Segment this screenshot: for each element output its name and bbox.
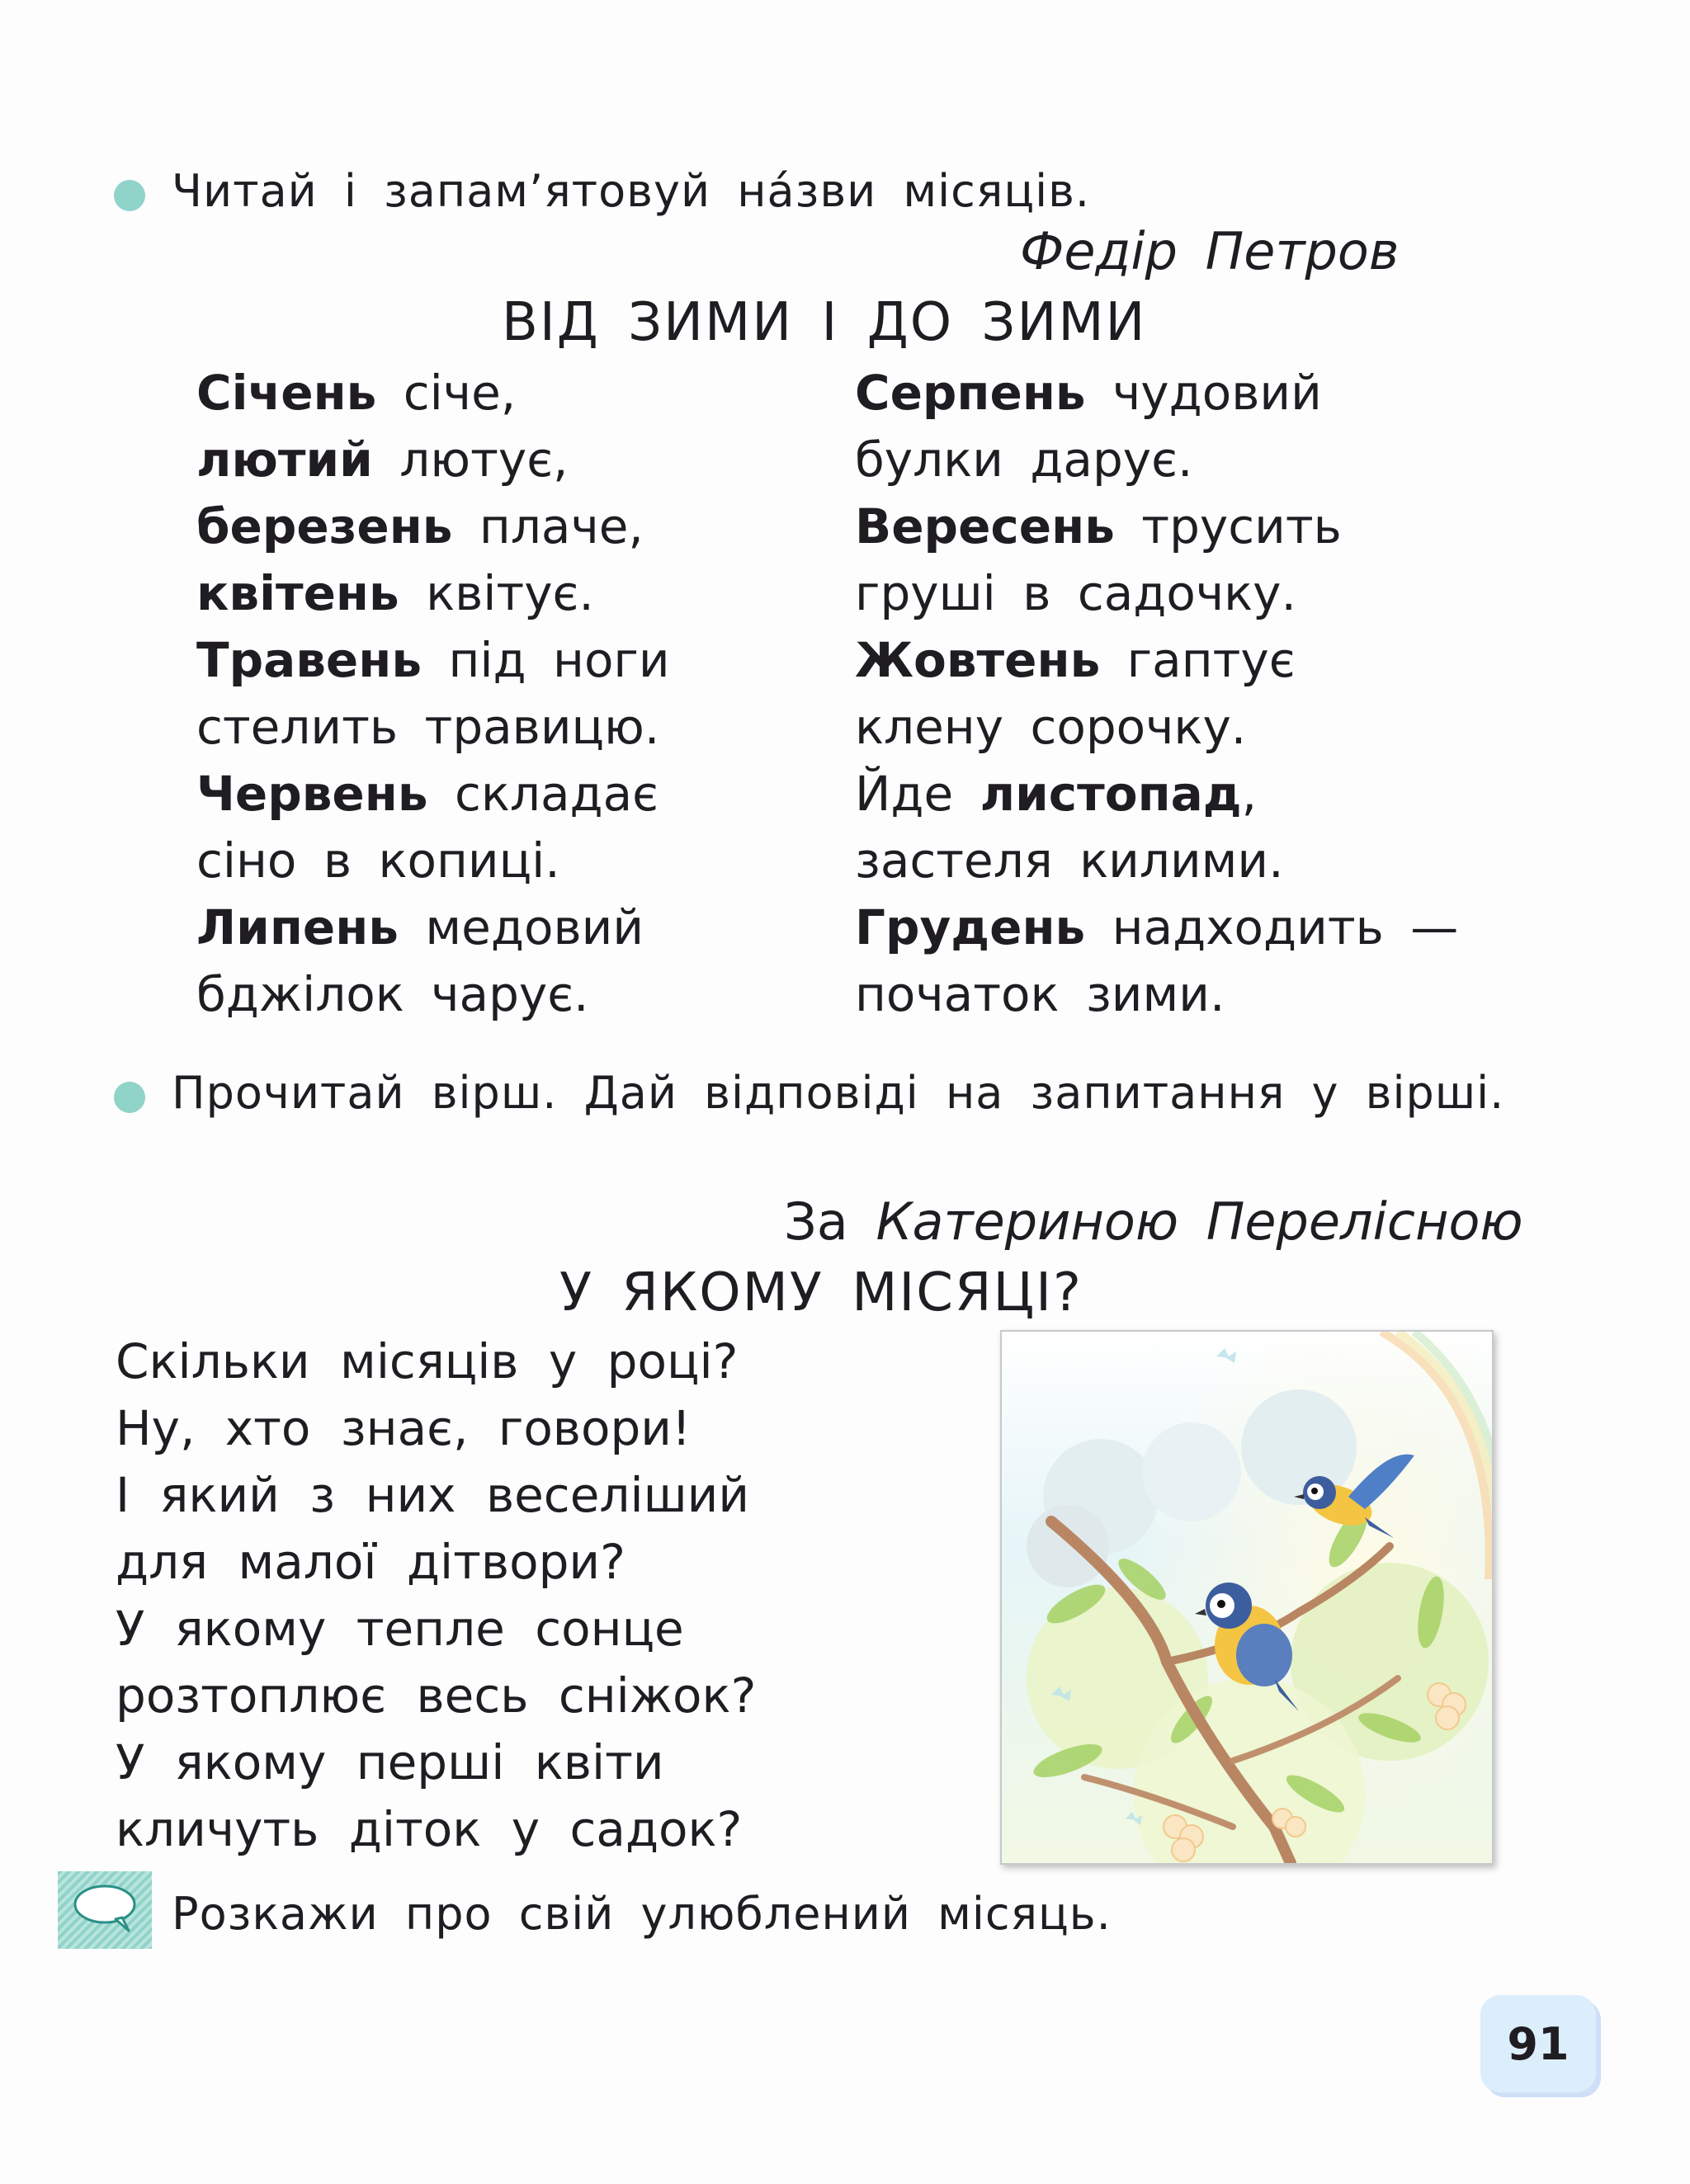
poem-line: Вересень трусить <box>855 498 1342 554</box>
poem-line: Травень під ноги <box>196 632 670 688</box>
poem-2-author: Катериною Перелісною <box>876 1191 1523 1252</box>
poem-line: кличуть діток у садок? <box>116 1801 743 1857</box>
poem-2-text <box>116 1328 756 1863</box>
poem-line: Ну, хто знає, говори! <box>116 1400 692 1456</box>
task-bullet-icon <box>114 180 145 211</box>
poem-line: розтоплює весь сніжок? <box>116 1667 757 1724</box>
poem-line: клену сорочку. <box>855 699 1247 755</box>
poem-2-title: У ЯКОМУ МІСЯЦІ? <box>559 1262 1083 1323</box>
poem-1-author: Федір Петров <box>1020 221 1400 281</box>
poem-line: березень плаче, <box>196 498 644 554</box>
task-1-instruction: Читай і запам’ятовуй на́зви місяців. <box>172 165 1091 217</box>
poem-line: сіно в копиці. <box>196 833 560 889</box>
poem-line: булки дарує. <box>855 432 1193 488</box>
poem-line: Жовтень гаптує <box>855 632 1296 688</box>
poem-line: стелить травицю. <box>196 699 660 755</box>
poem-line: Грудень надходить — <box>855 899 1459 955</box>
illustration-birds-on-branch <box>1000 1330 1494 1865</box>
page-number: 91 <box>1507 2017 1570 2070</box>
page-number-badge <box>1480 1995 1596 2092</box>
poem-line: Серпень чудовий <box>855 365 1322 421</box>
poem-line: застеля килими. <box>855 833 1284 889</box>
poem-2-author-line <box>784 1191 1523 1252</box>
poem-line: І який з них веселіший <box>116 1467 750 1523</box>
poem-line: для малої дітвори? <box>116 1534 625 1590</box>
poem-1-left-column <box>196 360 670 1028</box>
poem-line: бджілок чарує. <box>196 966 589 1022</box>
poem-line: груші в садочку. <box>855 565 1296 621</box>
poem-1-right-column <box>855 360 1458 1028</box>
speech-bubble-icon <box>58 1871 152 1949</box>
poem-1-title: ВІД ЗИМИ І ДО ЗИМИ <box>502 292 1147 353</box>
poem-line: квітень квітує. <box>196 565 594 621</box>
poem-line: У якому тепле сонце <box>116 1601 684 1657</box>
poem-2-author-prefix: За <box>784 1191 848 1252</box>
poem-line: Січень січе, <box>196 365 517 421</box>
poem-line: лютий лютує, <box>196 432 569 488</box>
poem-line: Липень медовий <box>196 899 644 955</box>
poem-line: початок зими. <box>855 966 1225 1022</box>
poem-line: Червень складає <box>196 766 659 822</box>
poem-line: Скільки місяців у році? <box>116 1333 739 1389</box>
task-2-instruction: Прочитай вірш. Дай відповіді на запитання у вірші. <box>172 1067 1505 1119</box>
poem-line: Йде листопад, <box>855 766 1258 822</box>
task-3-instruction: Розкажи про свій улюблений місяць. <box>172 1888 1112 1940</box>
task-bullet-icon <box>114 1082 145 1113</box>
poem-line: У якому перші квіти <box>116 1734 664 1790</box>
